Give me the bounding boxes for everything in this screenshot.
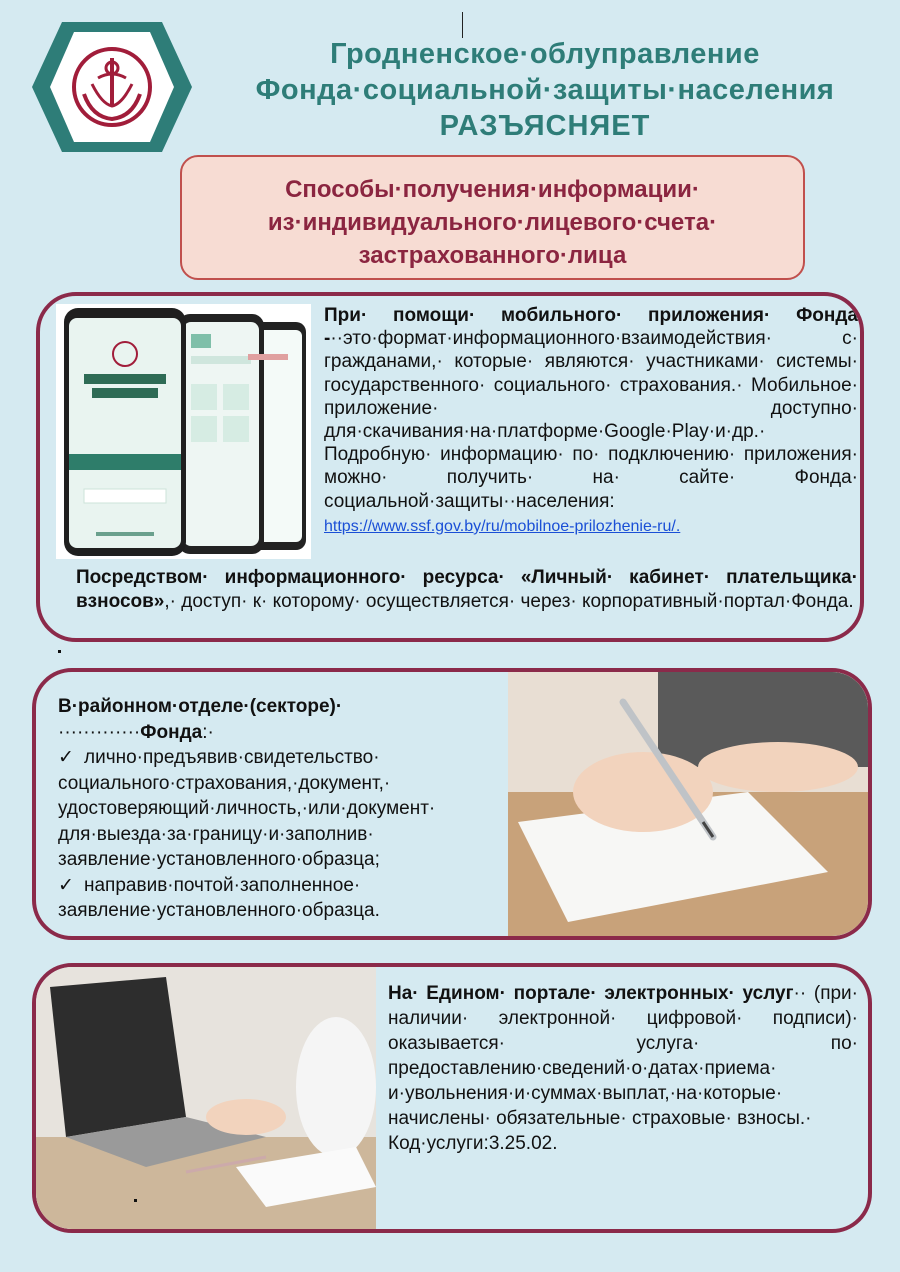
district-item-2-text: направив·почтой·заполненное· заявление·установленного·образца.	[58, 874, 380, 921]
laptop-photo	[36, 967, 376, 1233]
title-box	[180, 155, 805, 280]
mobile-app-text	[324, 304, 858, 538]
district-heading-dots: ·············	[58, 721, 141, 743]
paragraph-mark	[58, 650, 61, 653]
service-code: Код·услуги:3.25.02.	[388, 1133, 558, 1154]
district-item-1	[58, 745, 508, 873]
section-district-office	[32, 668, 872, 940]
cabinet-heading: Посредством· информационного· ресурса· «Личный· кабинет· плательщика· взносов»	[76, 567, 858, 612]
cabinet-body: ,· доступ· к· которому· осуществляется· через· корпоративный·портал·Фонда.	[164, 591, 854, 612]
check-icon: ✓	[58, 747, 74, 768]
mobile-app-heading: При· помощи· мобильного· приложения· Фонда -	[324, 305, 858, 350]
text-cursor	[462, 12, 463, 38]
title-line2: из·индивидуального·лицевого·счета·	[267, 209, 718, 236]
e-portal-heading-tail: ··	[793, 983, 807, 1004]
district-heading-tail: :·	[202, 721, 214, 743]
e-portal-text	[388, 981, 858, 1156]
e-portal-heading: На· Едином· портале· электронных· услуг	[388, 983, 794, 1004]
title-line1: Способы·получения·информации·	[285, 176, 700, 203]
section-e-portal	[32, 963, 872, 1233]
mobile-app-screenshot	[56, 304, 311, 559]
district-item-1-text: лично·предъявив·свидетельство· социального·страхования,·документ,· удостоверяющий·личность,·или·документ· для·выезда·за·границу·и·заполнив· заявление·установленного·образца;	[58, 747, 436, 870]
section-mobile-app	[36, 292, 864, 642]
district-office-text	[58, 694, 508, 924]
district-item-2	[58, 873, 508, 924]
district-heading-fund: Фонда	[140, 721, 203, 743]
header-line2: Фонда·социальной·защиты·населения	[255, 74, 835, 106]
check-icon: ✓	[58, 874, 74, 896]
header-line3: РАЗЪЯСНЯЕТ	[439, 110, 651, 142]
e-portal-body: (при· наличии· электронной· цифровой· подписи)· оказывается· услуга· по· предоставлению·сведений·о·датах·приема· и·увольнения·и·суммах·выплат,·на·которые· начислены· обязательные· страховые· взносы.·	[388, 983, 858, 1129]
title-line3: застрахованного·лица	[358, 242, 627, 269]
header-line1: Гродненское·облуправление	[330, 38, 760, 70]
cabinet-text	[76, 566, 858, 614]
mobile-app-body: ··это·формат·информационного·взаимодействия· с· гражданами,· которые· являются· участниками· системы· государственного· социального· страхования.· Мобильное· приложение· доступно· для·скачивания·на·платформе·Google·Play·и·др.· Подробную· информацию· по· подключению· приложения· можно· получить· на· сайте· Фонда· социальной·защиты··населения:	[324, 328, 858, 512]
paragraph-mark	[134, 1199, 137, 1202]
ssf-link[interactable]: https://www.ssf.gov.by/ru/mobilnoe-prilozhenie-ru/.	[324, 517, 681, 535]
district-heading-line1: В·районном·отделе·(секторе)·	[58, 696, 343, 717]
district-heading-line2	[58, 720, 508, 746]
fund-logo-icon	[32, 22, 192, 152]
header	[200, 36, 890, 144]
writing-hand-photo	[508, 672, 868, 940]
